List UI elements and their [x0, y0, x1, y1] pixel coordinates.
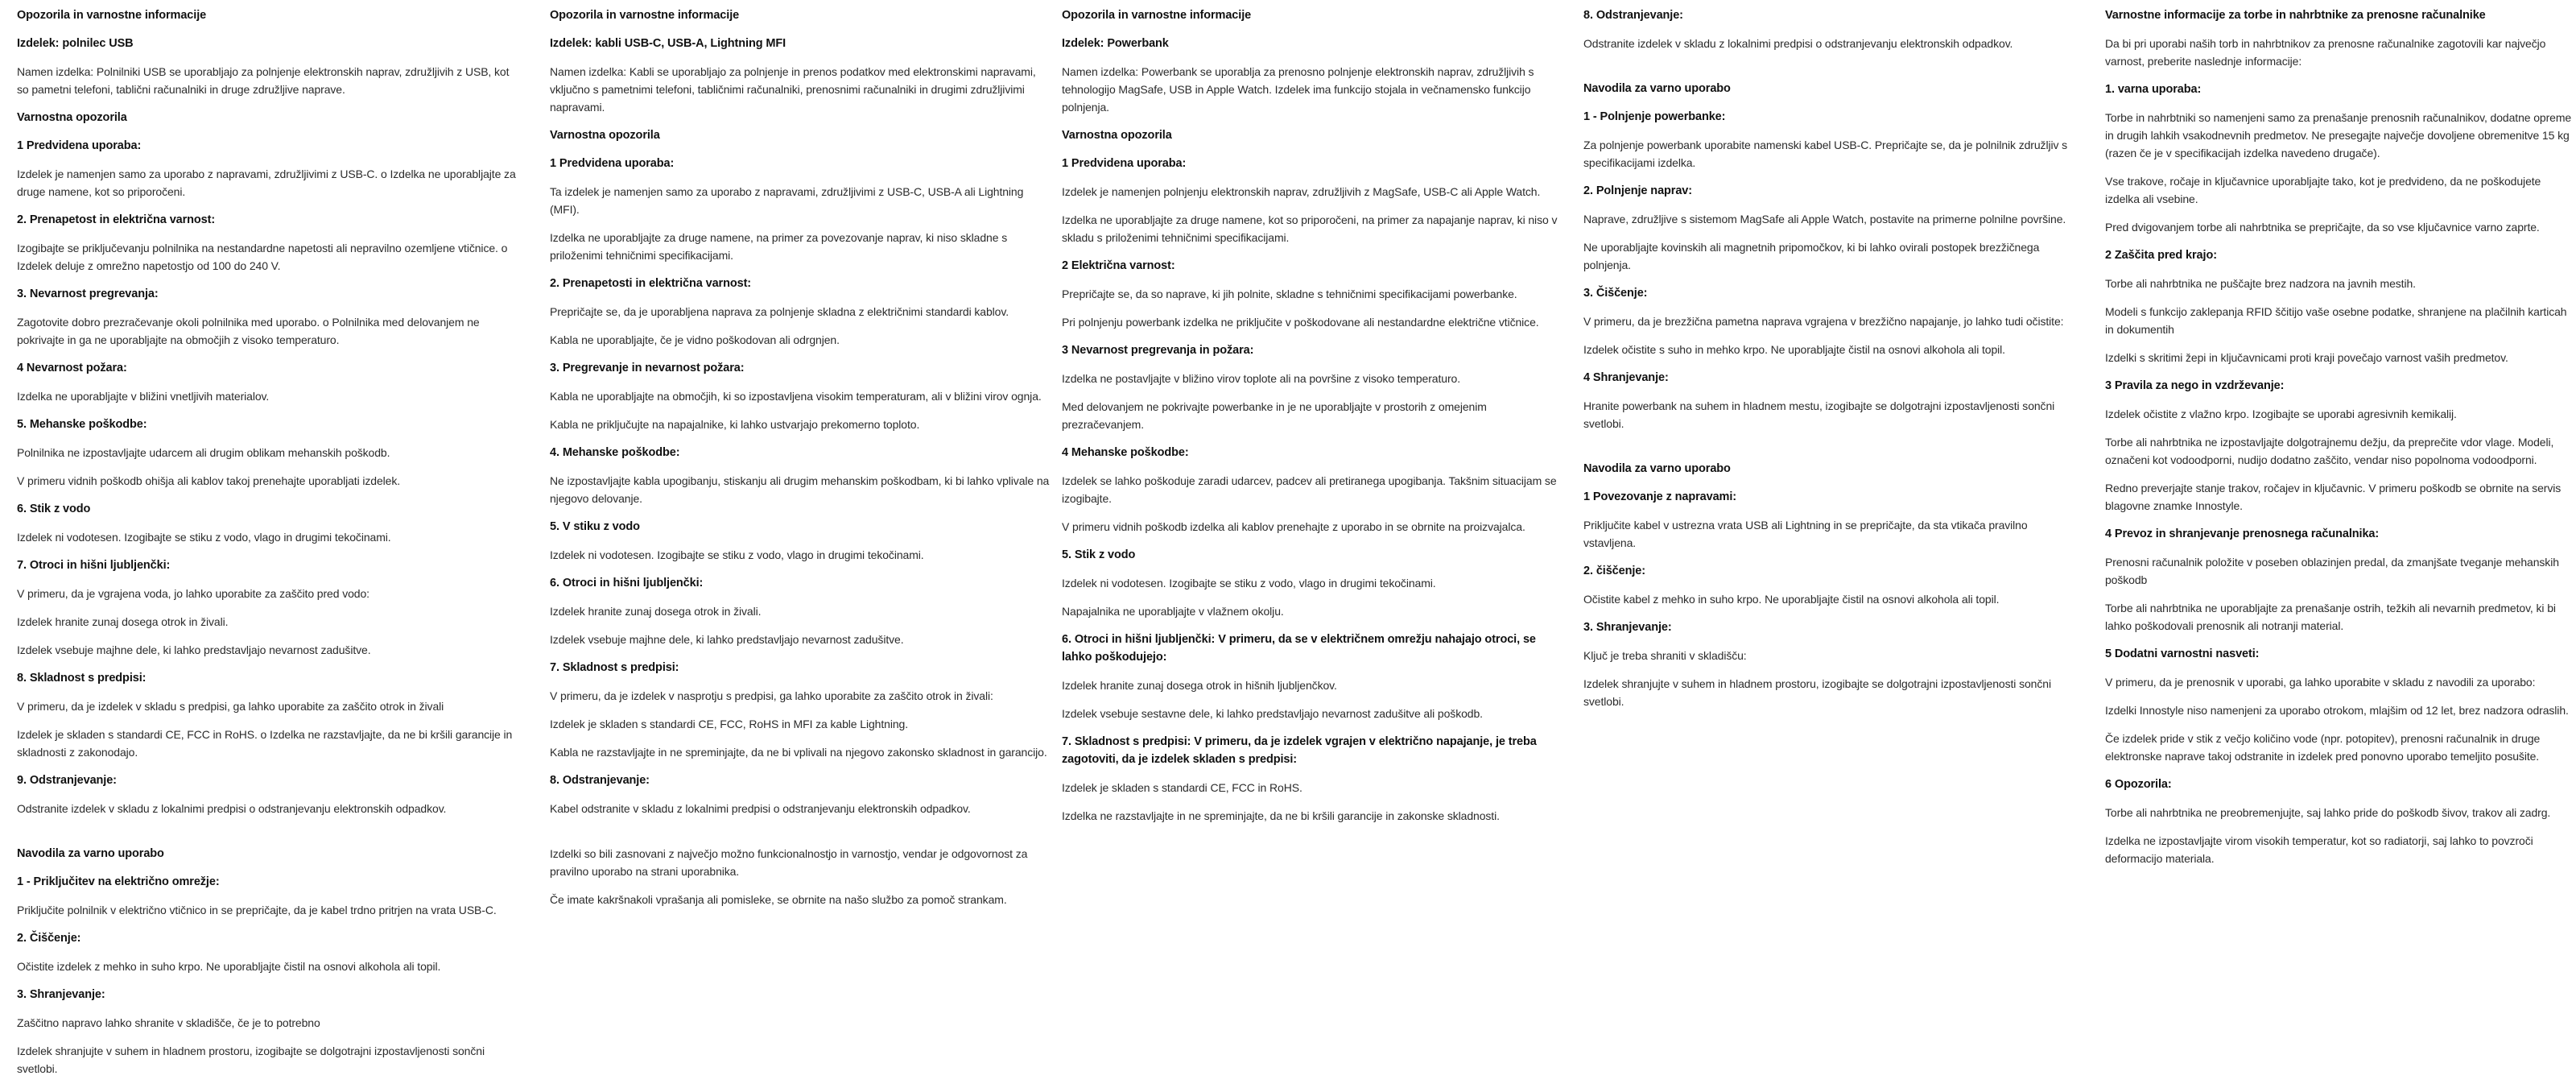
section-heading: 1 Predvidena uporaba:: [1062, 157, 1187, 170]
paragraph: Izdelek hranite zunaj dosega otrok in hišnih ljubljenčkov.: [1062, 679, 1337, 692]
paragraph: Izdelek ni vodotesen. Izogibajte se stiku z vodo, vlago in drugimi tekočinami.: [17, 531, 391, 544]
section-heading: 4 Shranjevanje:: [1583, 371, 1669, 384]
section-heading: 1 Predvidena uporaba:: [550, 157, 675, 170]
section-heading: 6. Stik z vodo: [17, 503, 91, 515]
paragraph: Ne izpostavljajte kabla upogibanju, stiskanju ali drugim mehanskim poškodbam, ki bi lahko vplivale na njegovo delovanje.: [550, 474, 1050, 505]
paragraph: Kabel odstranite v skladu z lokalnimi predpisi o odstranjevanju elektronskih odpadkov.: [550, 802, 971, 815]
paragraph: Torbe ali nahrbtnika ne puščajte brez nadzora na javnih mestih.: [2105, 277, 2416, 290]
column-powerbank-cable-instructions: [1583, 6, 2079, 721]
section-heading: 2. Prenapetost in električna varnost:: [17, 213, 216, 226]
section-heading: Izdelek: polnilec USB: [17, 37, 134, 50]
paragraph: Priključite polnilnik v električno vtičnico in se prepričajte, da je kabel trdno pritrjen na vrata USB-C.: [17, 904, 497, 916]
paragraph: Odstranite izdelek v skladu z lokalnimi predpisi o odstranjevanju elektronskih odpadkov.: [17, 802, 447, 815]
paragraph: Ključ je treba shraniti v skladišču:: [1583, 649, 1747, 662]
paragraph: Izdelek shranjujte v suhem in hladnem prostoru, izogibajte se dolgotrajni izpostavljenosti sončni svetlobi.: [17, 1045, 485, 1075]
paragraph: Izdelka ne uporabljajte za druge namene, kot so priporočeni, na primer za napajanje naprav, ki niso v skladu s priloženimi tehničnimi specifikacijami.: [1062, 213, 1558, 244]
section-heading: 7. Skladnost s predpisi:: [550, 661, 679, 674]
section-heading: Varnostne informacije za torbe in nahrbtnike za prenosne računalnike: [2105, 9, 2486, 22]
section-heading: 1 Povezovanje z napravami:: [1583, 490, 1737, 503]
section-heading: 8. Skladnost s predpisi:: [17, 672, 147, 685]
paragraph: Hranite powerbank na suhem in hladnem mestu, izogibajte se dolgotrajni izpostavljenosti sončni svetlobi.: [1583, 399, 2055, 430]
paragraph: Izdelek je namenjen samo za uporabo z napravami, združljivimi z USB-C. o Izdelka ne uporabljajte za druge namene, kot so priporočeni.: [17, 168, 516, 198]
section-heading: 3. Nevarnost pregrevanja:: [17, 288, 159, 300]
paragraph: V primeru, da je izdelek v skladu s predpisi, ga lahko uporabite za zaščito otrok in živali: [17, 700, 444, 713]
paragraph: Izdelek je namenjen polnjenju elektronskih naprav, združljivih z MagSafe, USB-C ali Apple Watch.: [1062, 185, 1541, 198]
paragraph: Izdelek očistite s suho in mehko krpo. Ne uporabljajte čistil na osnovi alkohola ali topil.: [1583, 343, 2005, 356]
section-heading: 6. Otroci in hišni ljubljenčki: V primeru, da se v električnem omrežju nahajajo otroci, se lahko poškodujejo:: [1062, 633, 1536, 664]
paragraph: Redno preverjajte stanje trakov, ročajev in ključavnic. V primeru poškodb se obrnite na servis blagovne znamke Innostyle.: [2105, 482, 2562, 512]
section-heading: 4 Mehanske poškodbe:: [1062, 446, 1189, 459]
paragraph: Kabla ne razstavljajte in ne spreminjajte, da ne bi vplivali na njegovo zakonsko skladnost in garancijo.: [550, 746, 1047, 759]
section-heading: 2. čiščenje:: [1583, 565, 1645, 577]
section-heading: 3. Pregrevanje in nevarnost požara:: [550, 362, 745, 374]
paragraph: Prepričajte se, da je uporabljena naprava za polnjenje skladna z električnimi standardi kablov.: [550, 305, 1009, 318]
paragraph: Naprave, združljive s sistemom MagSafe ali Apple Watch, postavite na primerne polnilne površine.: [1583, 213, 2066, 225]
paragraph: Zaščitno napravo lahko shranite v skladišče, če je to potrebno: [17, 1016, 320, 1029]
section-heading: 3. Shranjevanje:: [17, 988, 105, 1001]
section-heading: Varnostna opozorila: [550, 129, 660, 142]
paragraph: Vse trakove, ročaje in ključavnice uporabljajte tako, kot je predvideno, da ne poškodujete izdelka ali vsebine.: [2105, 175, 2541, 205]
paragraph: Izdelka ne postavljajte v bližino virov toplote ali na površine z visoko temperaturo.: [1062, 372, 1460, 385]
paragraph: Očistite kabel z mehko in suho krpo. Ne uporabljajte čistil na osnovi alkohola ali topil.: [1583, 593, 2000, 606]
paragraph: Izdelek je skladen s standardi CE, FCC in RoHS. o Izdelka ne razstavljajte, da ne bi kršili garancije in skladnosti z zakonodajo.: [17, 728, 513, 759]
section-heading: Varnostna opozorila: [1062, 129, 1172, 142]
section-heading: 2. Čiščenje:: [17, 932, 81, 945]
section-heading: 8. Odstranjevanje:: [1583, 9, 1683, 22]
paragraph: Pred dvigovanjem torbe ali nahrbtnika se prepričajte, da so vse ključavnice varno zaprte.: [2105, 221, 2540, 234]
paragraph: V primeru, da je brezžična pametna naprava vgrajena v brezžično napajanje, jo lahko tudi očistite:: [1583, 315, 2064, 328]
paragraph: Izdelki Innostyle niso namenjeni za uporabo otrokom, mlajšim od 12 let, brez nadzora odraslih.: [2105, 704, 2569, 717]
section-heading: 1. varna uporaba:: [2105, 83, 2202, 96]
paragraph: Izdelek se lahko poškoduje zaradi udarcev, padcev ali pretiranega upogibanja. Takšnim situacijam se izogibajte.: [1062, 474, 1557, 505]
paragraph: V primeru, da je izdelek v nasprotju s predpisi, ga lahko uporabite za zaščito otrok in živali:: [550, 689, 993, 702]
column-cable-warnings: [550, 6, 1053, 919]
column-powerbank-warnings: [1062, 6, 1565, 835]
section-heading: 2. Prenapetosti in električna varnost:: [550, 277, 752, 290]
paragraph: Očistite izdelek z mehko in suho krpo. Ne uporabljajte čistil na osnovi alkohola ali topil.: [17, 960, 441, 973]
paragraph: Izdelek hranite zunaj dosega otrok in živali.: [550, 605, 762, 618]
section-heading: Izdelek: Powerbank: [1062, 37, 1169, 50]
section-heading: 8. Odstranjevanje:: [550, 774, 650, 787]
paragraph: Torbe in nahrbtniki so namenjeni samo za prenašanje prenosnih računalnikov, dodatne opreme in drugih lahkih vsakodnevnih predmetov. Ne presegajte največje dovoljene obremenitve 15 kg (razen če je v specifikacijah izdelka navedeno drugače).: [2105, 111, 2572, 159]
paragraph: Izdelka ne razstavljajte in ne spreminjajte, da ne bi kršili garancije in zakonske skladnosti.: [1062, 809, 1500, 822]
paragraph: Za polnjenje powerbank uporabite namenski kabel USB-C. Prepričajte se, da je polnilnik združljiv s specifikacijami izdelka.: [1583, 139, 2068, 169]
paragraph: Izdelki so bili zasnovani z največjo možno funkcionalnostjo in varnostjo, vendar je odgovornost za pravilno uporabo na strani uporabnika.: [550, 847, 1028, 878]
paragraph: Priključite kabel v ustrezna vrata USB ali Lightning in se prepričajte, da sta vtikača pravilno vstavljena.: [1583, 519, 2028, 549]
paragraph: Izdelka ne uporabljajte za druge namene, na primer za povezovanje naprav, ki niso skladne s priloženimi tehničnimi specifikacijami.: [550, 231, 1008, 262]
paragraph: Izdelek vsebuje sestavne dele, ki lahko predstavljajo nevarnost zadušitve ali poškodb.: [1062, 707, 1483, 720]
paragraph: V primeru, da je prenosnik v uporabi, ga lahko uporabite v skladu z navodili za uporabo:: [2105, 676, 2536, 689]
paragraph: Če imate kakršnakoli vprašanja ali pomisleke, se obrnite na našo službo za pomoč strankam.: [550, 893, 1007, 906]
paragraph: Ne uporabljajte kovinskih ali magnetnih pripomočkov, ki bi lahko ovirali postopek brezžičnega polnjenja.: [1583, 241, 2040, 271]
paragraph: Namen izdelka: Powerbank se uporablja za prenosno polnjenje elektronskih naprav, združljivih s tehnologijo MagSafe, USB in Apple Watch. Izdelek ima funkcijo stojala in večnamensko funkcijo polnjenja.: [1062, 65, 1534, 114]
paragraph: Kabla ne uporabljajte na območjih, ki so izpostavljena visokim temperaturam, ali v bližini virov ognja.: [550, 390, 1042, 403]
paragraph: Kabla ne priključujte na napajalnike, ki lahko ustvarjajo prekomerno toploto.: [550, 418, 920, 431]
section-heading: 6. Otroci in hišni ljubljenčki:: [550, 577, 704, 590]
section-heading: 3 Pravila za nego in vzdrževanje:: [2105, 379, 2285, 392]
section-heading: Opozorila in varnostne informacije: [1062, 9, 1252, 22]
paragraph: Namen izdelka: Kabli se uporabljajo za polnjenje in prenos podatkov med elektronskimi napravami, vključno s pametnimi telefoni, tabličnimi računalniki, prenosnimi računalniki in drugimi združljivimi napravami.: [550, 65, 1036, 114]
section-heading: 6 Opozorila:: [2105, 778, 2172, 791]
section-heading: 5. V stiku z vodo: [550, 520, 640, 533]
section-heading: 7. Skladnost s predpisi: V primeru, da je izdelek vgrajen v električno napajanje, je treba zagotoviti, da je izdelek skladen s predpisi:: [1062, 735, 1537, 766]
paragraph: Izogibajte se priključevanju polnilnika na nestandardne napetosti ali nepravilno ozemljene vtičnice. o Izdelek deluje z omrežno napetostjo od 100 do 240 V.: [17, 242, 508, 272]
paragraph: Izdelek vsebuje majhne dele, ki lahko predstavljajo nevarnost zadušitve.: [17, 643, 371, 656]
section-heading: 9. Odstranjevanje:: [17, 774, 117, 787]
section-heading: 2 Električna varnost:: [1062, 259, 1175, 272]
section-heading: Navodila za varno uporabo: [1583, 462, 1731, 475]
paragraph: Torbe ali nahrbtnika ne preobremenjujte, saj lahko pride do poškodb šivov, trakov ali zadrg.: [2105, 806, 2551, 819]
paragraph: V primeru vidnih poškodb ohišja ali kablov takoj prenehajte uporabljati izdelek.: [17, 474, 401, 487]
paragraph: Pri polnjenju powerbank izdelka ne priključite v poškodovane ali nestandardne električne vtičnice.: [1062, 316, 1539, 329]
section-heading: 4 Nevarnost požara:: [17, 362, 127, 374]
section-heading: 3. Shranjevanje:: [1583, 621, 1672, 634]
paragraph: Da bi pri uporabi naših torb in nahrbtnikov za prenosne računalnike zagotovili kar največjo varnost, preberite naslednje informacije:: [2105, 37, 2546, 68]
paragraph: V primeru, da je vgrajena voda, jo lahko uporabite za zaščito pred vodo:: [17, 587, 369, 600]
paragraph: Napajalnika ne uporabljajte v vlažnem okolju.: [1062, 605, 1284, 618]
paragraph: Prepričajte se, da so naprave, ki jih polnite, skladne s tehničnimi specifikacijami powerbanke.: [1062, 288, 1517, 300]
section-heading: Izdelek: kabli USB-C, USB-A, Lightning MFI: [550, 37, 786, 50]
paragraph: Če izdelek pride v stik z večjo količino vode (npr. potopitev), prenosni računalnik in druge elektronske naprave takoj odstranite in izdelek pred ponovno uporabo temeljito posušite.: [2105, 732, 2541, 763]
section-heading: 3 Nevarnost pregrevanja in požara:: [1062, 344, 1254, 357]
paragraph: Izdelek očistite z vlažno krpo. Izogibajte se uporabi agresivnih kemikalij.: [2105, 407, 2457, 420]
section-heading: 5 Dodatni varnostni nasveti:: [2105, 647, 2260, 660]
paragraph: Izdelek vsebuje majhne dele, ki lahko predstavljajo nevarnost zadušitve.: [550, 633, 904, 646]
paragraph: Izdelek ni vodotesen. Izogibajte se stiku z vodo, vlago in drugimi tekočinami.: [550, 548, 924, 561]
column-laptop-bag-safety: [2105, 6, 2572, 878]
paragraph: Kabla ne uporabljajte, če je vidno poškodovan ali odrgnjen.: [550, 333, 840, 346]
section-heading: 1 Predvidena uporaba:: [17, 139, 142, 152]
section-heading: Varnostna opozorila: [17, 111, 127, 124]
section-heading: 5. Mehanske poškodbe:: [17, 418, 147, 431]
paragraph: Izdelka ne uporabljajte v bližini vnetljivih materialov.: [17, 390, 270, 403]
section-heading: 7. Otroci in hišni ljubljenčki:: [17, 559, 171, 572]
paragraph: Izdelek hranite zunaj dosega otrok in živali.: [17, 615, 229, 628]
paragraph: Polnilnika ne izpostavljajte udarcem ali drugim oblikam mehanskih poškodb.: [17, 446, 390, 459]
section-heading: Navodila za varno uporabo: [17, 847, 164, 860]
paragraph: Torbe ali nahrbtnika ne izpostavljajte dolgotrajnemu dežju, da preprečite vdor vlage. Modeli, označeni kot vodoodporni, nudijo dodatno zaščito, vendar niso popolnoma vodoodporni.: [2105, 436, 2554, 466]
section-heading: Navodila za varno uporabo: [1583, 82, 1731, 95]
paragraph: Odstranite izdelek v skladu z lokalnimi predpisi o odstranjevanju elektronskih odpadkov.: [1583, 37, 2013, 50]
section-heading: Opozorila in varnostne informacije: [550, 9, 740, 22]
paragraph: Izdelek shranjujte v suhem in hladnem prostoru, izogibajte se dolgotrajni izpostavljenosti sončni svetlobi.: [1583, 677, 2051, 708]
section-heading: 2 Zaščita pred krajo:: [2105, 249, 2217, 262]
section-heading: Opozorila in varnostne informacije: [17, 9, 207, 22]
section-heading: 1 - Polnjenje powerbanke:: [1583, 110, 1726, 123]
section-heading: 4 Prevoz in shranjevanje prenosnega računalnika:: [2105, 527, 2380, 540]
paragraph: Prenosni računalnik položite v poseben oblazinjen predal, da zmanjšate tveganje mehanskih poškodb: [2105, 556, 2559, 586]
section-heading: 5. Stik z vodo: [1062, 548, 1136, 561]
paragraph: Izdelek ni vodotesen. Izogibajte se stiku z vodo, vlago in drugimi tekočinami.: [1062, 577, 1436, 590]
column-usb-charger-warnings: [17, 6, 520, 1088]
paragraph: Modeli s funkcijo zaklepanja RFID ščitijo vaše osebne podatke, shranjene na plačilnih karticah in dokumentih: [2105, 305, 2567, 336]
paragraph: Izdelki s skritimi žepi in ključavnicami proti kraji povečajo varnost vaših predmetov.: [2105, 351, 2508, 364]
paragraph: Med delovanjem ne pokrivajte powerbanke in je ne uporabljajte v prostorih z omejenim prezračevanjem.: [1062, 400, 1487, 431]
paragraph: Izdelek je skladen s standardi CE, FCC, RoHS in MFI za kable Lightning.: [550, 718, 908, 730]
paragraph: V primeru vidnih poškodb izdelka ali kablov prenehajte z uporabo in se obrnite na proizvajalca.: [1062, 520, 1525, 533]
paragraph: Torbe ali nahrbtnika ne uporabljajte za prenašanje ostrih, težkih ali nevarnih predmetov, ki bi lahko poškodovali prenosnik ali notranji material.: [2105, 602, 2556, 632]
paragraph: Namen izdelka: Polnilniki USB se uporabljajo za polnjenje elektronskih naprav, združljivih z USB, kot so pametni telefoni, tablični računalniki in druge združljive naprave.: [17, 65, 510, 96]
paragraph: Izdelek je skladen s standardi CE, FCC in RoHS.: [1062, 781, 1302, 794]
paragraph: Zagotovite dobro prezračevanje okoli polnilnika med uporabo. o Polnilnika med delovanjem ne pokrivajte in ga ne uporabljajte na območjih z visoko temperaturo.: [17, 316, 480, 346]
section-heading: 2. Polnjenje naprav:: [1583, 184, 1692, 197]
section-heading: 4. Mehanske poškodbe:: [550, 446, 680, 459]
paragraph: Ta izdelek je namenjen samo za uporabo z napravami, združljivimi z USB-C, USB-A ali Lightning (MFI).: [550, 185, 1024, 216]
section-heading: 1 - Priključitev na električno omrežje:: [17, 875, 220, 888]
section-heading: 3. Čiščenje:: [1583, 287, 1648, 300]
paragraph: Izdelka ne izpostavljajte virom visokih temperatur, kot so radiatorji, saj lahko to povzroči deformacijo materiala.: [2105, 834, 2533, 865]
